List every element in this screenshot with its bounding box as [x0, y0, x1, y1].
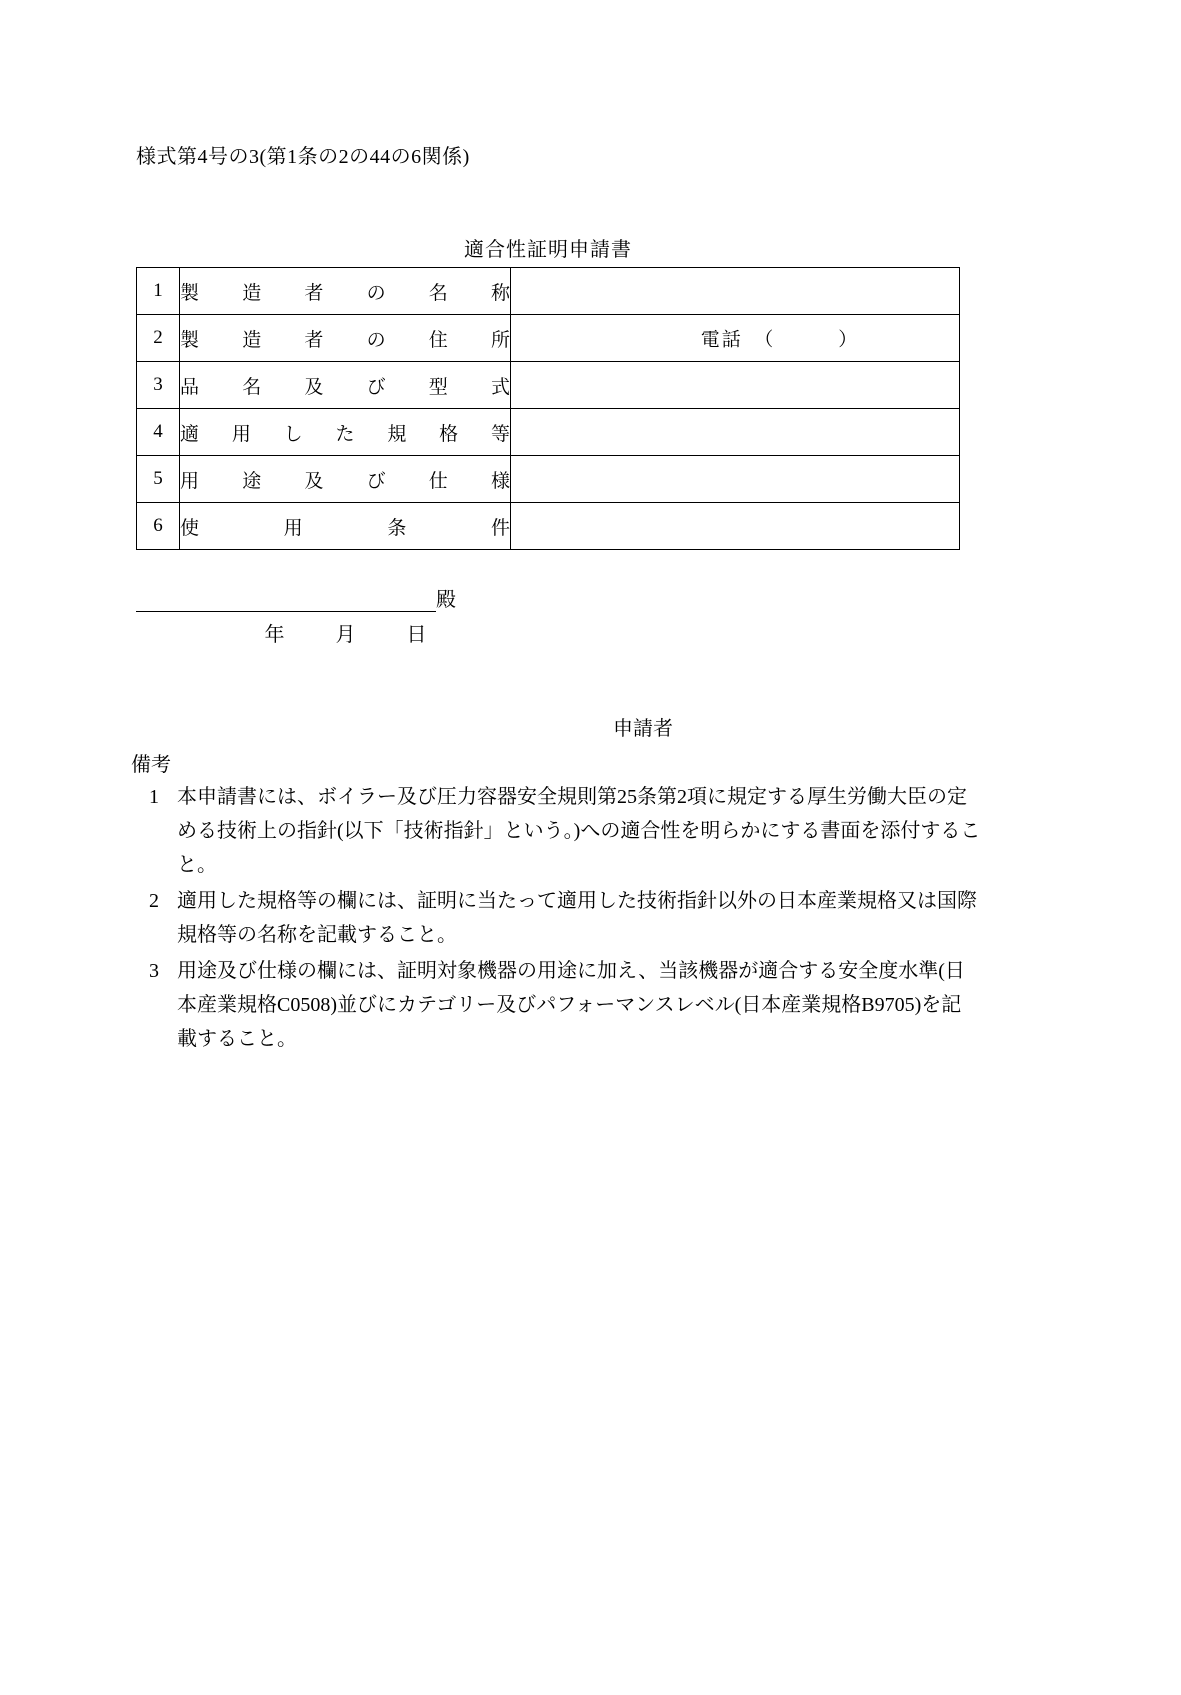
row-value-conditions-of-use[interactable]: [511, 503, 960, 550]
table-row: [137, 503, 960, 550]
label-char: 用: [231, 423, 251, 445]
addressee-suffix: 殿: [436, 589, 456, 611]
label-char: 製: [180, 329, 200, 351]
label-char: た: [335, 423, 355, 445]
date-year-label: 年: [264, 624, 286, 646]
label-char: 者: [304, 329, 324, 351]
row-number: 6: [137, 503, 180, 550]
date-day-label: 日: [406, 624, 428, 646]
label-char: 格: [439, 423, 459, 445]
row-value-applied-standards[interactable]: [511, 409, 960, 456]
label-char: 者: [304, 282, 324, 304]
label-char: 所: [490, 329, 510, 351]
addressee-blank[interactable]: [136, 591, 436, 612]
label-char: 用: [283, 517, 303, 539]
note-text: 適用した規格等の欄には、証明に当たって適用した技術指針以外の日本産業規格又は国際規格等の名称を記載すること。: [177, 890, 977, 946]
label-char: び: [366, 470, 386, 492]
label-char: び: [366, 376, 386, 398]
table-row: [137, 362, 960, 409]
label-char: 途: [242, 470, 262, 492]
label-char: 件: [490, 517, 510, 539]
row-value-product-name-model[interactable]: [511, 362, 960, 409]
note-number: 1: [149, 786, 159, 808]
row-label: [180, 268, 511, 315]
page-title: 適合性証明申請書: [464, 239, 632, 261]
label-char: の: [366, 329, 386, 351]
label-char: 名: [242, 376, 262, 398]
row-label: [180, 503, 511, 550]
label-char: 製: [180, 282, 200, 304]
label-char: の: [366, 282, 386, 304]
label-char: 式: [490, 376, 510, 398]
label-char: 品: [180, 376, 200, 398]
form-number: 様式第4号の3(第1条の2の44の6関係): [136, 146, 470, 168]
label-char: 適: [180, 423, 200, 445]
row-label: [180, 362, 511, 409]
row-number: 4: [137, 409, 180, 456]
note-number: 3: [149, 960, 159, 982]
row-label: [180, 409, 511, 456]
application-table: [136, 267, 960, 550]
label-char: 等: [490, 423, 510, 445]
row-value-use-and-specification[interactable]: [511, 456, 960, 503]
note-text: 用途及び仕様の欄には、証明対象機器の用途に加え、当該機器が適合する安全度水準(日本産業規格C0508)並びにカテゴリー及びパフォーマンスレベル(日本産業規格B9705)を記載すること。: [177, 960, 965, 1050]
label-char: 使: [180, 517, 200, 539]
list-item: [131, 780, 981, 882]
notes-heading: 備考: [131, 754, 171, 776]
label-char: 規: [387, 423, 407, 445]
note-text: 本申請書には、ボイラー及び圧力容器安全規則第25条第2項に規定する厚生労働大臣の定める技術上の指針(以下「技術指針」という。)への適合性を明らかにする書面を添付すること。: [177, 786, 981, 876]
label-char: 条: [387, 517, 407, 539]
table-row: [137, 409, 960, 456]
label-char: 様: [490, 470, 510, 492]
row-number: 5: [137, 456, 180, 503]
note-number: 2: [149, 890, 159, 912]
table-row: [137, 456, 960, 503]
label-char: し: [283, 423, 303, 445]
label-char: 仕: [428, 470, 448, 492]
label-char: 称: [490, 282, 510, 304]
list-item: [131, 884, 981, 952]
row-label: [180, 315, 511, 362]
date-line: [136, 618, 556, 647]
applicant-label: 申請者: [613, 718, 673, 740]
label-char: 型: [428, 376, 448, 398]
label-char: 住: [428, 329, 448, 351]
label-char: 造: [242, 282, 262, 304]
date-month-label: 月: [335, 624, 357, 646]
phone-field: 電話 （ ）: [700, 329, 860, 351]
table-row: [137, 315, 960, 362]
row-value-manufacturer-name[interactable]: [511, 268, 960, 315]
label-char: 及: [304, 376, 324, 398]
addressee-line: [136, 583, 456, 612]
row-number: 3: [137, 362, 180, 409]
row-number: 1: [137, 268, 180, 315]
label-char: 用: [180, 470, 200, 492]
table-row: [137, 268, 960, 315]
row-value-manufacturer-address[interactable]: [511, 315, 960, 362]
list-item: [131, 954, 981, 1056]
label-char: 名: [428, 282, 448, 304]
label-char: 及: [304, 470, 324, 492]
notes-list: [131, 780, 981, 1058]
label-char: 造: [242, 329, 262, 351]
row-label: [180, 456, 511, 503]
row-number: 2: [137, 315, 180, 362]
